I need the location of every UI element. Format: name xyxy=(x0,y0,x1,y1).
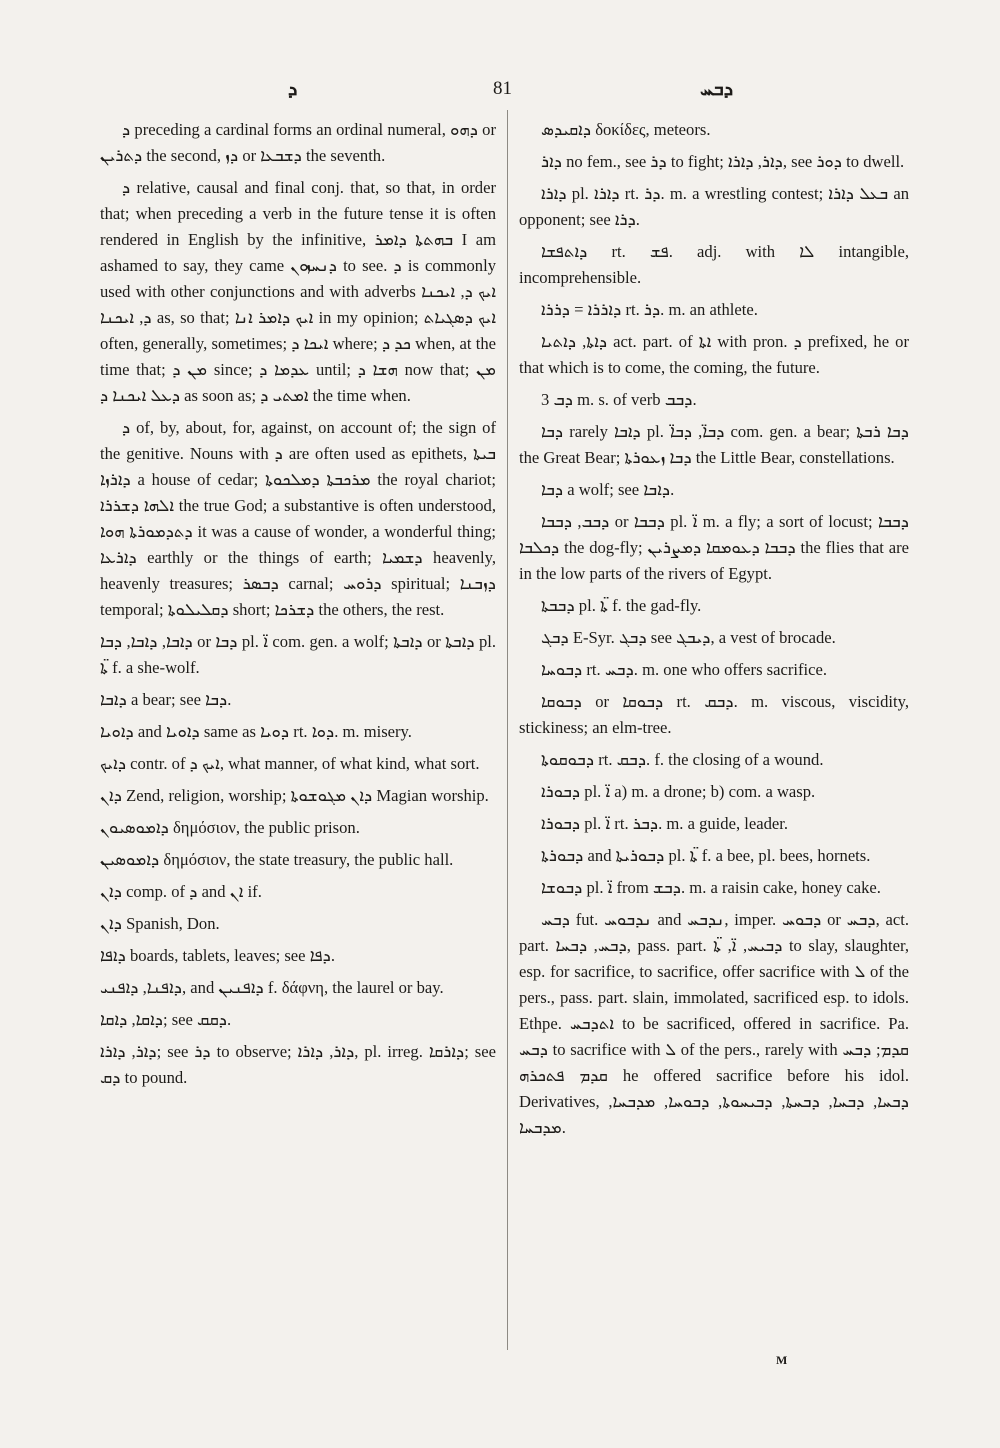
column-divider xyxy=(507,110,508,1350)
entry: ܕܐܢ Spanish, Don. xyxy=(100,914,220,933)
entry: ܕܐܢ comp. of ܕ and ܐܢ if. xyxy=(100,882,262,901)
header-left-letter: ܕ xyxy=(288,78,298,100)
entry: ܕܐܦܢܐ, ܕܐܦܢܝ, and ܕܐܦܢܝܢ f. δάφνη, the laurel or bay. xyxy=(100,978,444,997)
signature-mark: M xyxy=(776,1353,788,1367)
entry: ܕܒ 3 m. s. of verb ܕܒܒ. xyxy=(541,390,697,409)
entry: ܕܒܐ rarely ܕܐܒܐ pl. ܕܒܐ̈, ܕܒܐ̈ com. gen. a bear; ܕܒܐ ܪܒܬܐ the Great Bear; ܕܒܐ ܙܥܘܪܬܐ the Little Bear, constellations. xyxy=(519,422,909,467)
entry: ܕܐܩܐ, ܕܐܩܐ; see ܕܩܩ. xyxy=(100,1010,232,1029)
entry: ܕܒܚ fut. ܢܕܒܘܚ and ܢܕܒܚ, imper. ܕܒܘܚ or ܕܒܚ, act. part. ܕܒܚ, ܕܒܚܐ, pass. part. ܕܒܝܚ, ܐ̈, ܬ̈ܐ to slay, slaughter, esp. for sacrifice, to sacrifice, offer sacrifice with ܠ of the pers., pass. part. slain, immolated, sacrificed esp. to idols. Ethpe. ܐܬܕܒܚ to be sacrificed, offered in sacrifice. Pa. ܕܒܚ to sacrifice with ܠ of the pers., rarely with ܩܕܡ; ܕܒܚ ܩܕܡ ܦܬܟܪܗ he offered sacrifice before his idol. Derivatives, ܕܒܚܐ, ܕܒܚܐ, ܕܒܚܬܐ, ܕܒܝܚܘܬܐ, ܕܒܘܚܐ, ܡܕܒܚܐ, ܡܕܒܚܐ. xyxy=(519,910,909,1137)
entry: ܕܐܝܟ contr. of ܐܝܟ ܕ, what manner, of what kind, what sort. xyxy=(100,754,480,773)
entry: ܕܐܬܦܫܐ rt. ܦܫ. adj. with ܠܐ intangible, incomprehensible. xyxy=(519,242,910,287)
entry: ܕܐܒܐ a bear; see ܕܒܐ. xyxy=(100,690,232,709)
entry: ܕܐܢ Zend, religion, worship; ܕܐܢ ܡܓܘܫܘܬܐ Magian worship. xyxy=(100,786,489,805)
entry: ܕܐܡܘܣܝܘܢ δημόσιον, the public prison. xyxy=(100,818,360,837)
left-column xyxy=(100,117,496,1097)
entry: ܕܐܪ, ܕܐܪܐ; see ܕܪ to observe; ܕܐܪ, ܕܐܪܐ, pl. irreg. ܕܐܪܩܐ; see ܕܩ to pound. xyxy=(100,1042,496,1087)
page-number: 81 xyxy=(493,78,512,99)
entry: ܕܒܐ a wolf; see ܕܐܒܐ. xyxy=(541,480,675,499)
entry: ܕܐܩܝܕܣ δοκίδες, meteors. xyxy=(541,120,711,139)
right-column xyxy=(519,117,909,1147)
entry: ܕܒܘܩܐ or ܕܒܘܩܐ rt. ܕܒܩ. m. viscous, viscidity, stickiness; an elm-tree. xyxy=(519,692,909,737)
entry: ܕܐܘܝܐ and ܕܐܘܝܐ same as ܕܘܝܐ rt. ܕܘܐ. m. misery. xyxy=(100,722,412,741)
entry: ܕ of, by, about, for, against, on account of; the sign of the genitive. Nouns with ܕ are often used as epithets, ܒܝܬܐ ܕܐܪܙܐ a house of cedar; ܡܪܟܒܬܐ ܕܡܠܟܘܬܐ the royal chariot; ܐܠܗܐ ܕܫܪܪܐ the true God; a substantive is often understood, ܕܬܕܡܘܪܬܐ ܗܘܐ it was a cause of wonder, a wonderful thing; ܕܐܪܥܐ earthly or the things of earth; ܕܫܡܝܐ heavenly, heavenly treasures; ܕܒܣܪ carnal; ܕܪܘܚ spiritual; ܕܙܒܢܐ temporal; ܕܩܠܝܠܘܬܐ short; ܕܫܪܟܐ the others, the rest. xyxy=(100,418,497,619)
entry: ܕܒܘܪܐ pl. ܐ̈ rt. ܕܒܪ. m. a guide, leader. xyxy=(541,814,789,833)
entry: ܕܐܒܐ, ܕܐܒܐ, ܕܒܐ or ܕܒܐ pl. ܐ̈ com. gen. a wolf; ܕܐܒܬܐ or ܕܐܒܬܐ pl. ܬ̈ܐ f. a she-wolf. xyxy=(100,632,497,677)
entry: ܕܒܒܬܐ pl. ܬ̈ܐ f. the gad-fly. xyxy=(541,596,702,615)
entry: ܕ relative, causal and final conj. that, so that, in order that; when preceding a verb in the future tense it is often rendered in English by the infinitive, ܒܗܬܬܐ ܕܐܡܪ I am ashamed to say, they came ܕܢܚܙܘܢ to see. ܕ is commonly used with other conjunctions and with adverbs ܐܝܟ ܕ, ܐܝܟܢܐ ܕ, ܐܝܟܢܐ as, so that; ܐܝܟ ܕܐܡܪ ܐܢܐ in my opinion; ܐܝܟ ܕܣܓܝܐܬ often, generally, sometimes; ܐܝܟܐ ܕ where; ܟܕ ܕ when, at the time that; ܡܢ ܕ since; ܥܕܡܐ ܕ until; ܗܫܐ ܕ now that; ܡܢ ܕܥܠ ܐܝܟܢܐ ܕ as soon as; ܐܡܬܝ ܕ the time when. xyxy=(100,178,496,405)
entry: ܕܒܘܚܐ rt. ܕܒܚ. m. one who offers sacrifice. xyxy=(541,660,828,679)
entry: ܕܐܪܐ pl. ܕܐܪܐ rt. ܕܪ. m. a wrestling contest; ܒܥܠ ܕܐܪܐ an opponent; see ܕܪܐ. xyxy=(519,184,909,229)
header-right-word: ܕܒܚ xyxy=(700,78,734,100)
entry: ܕܐܪ no fem., see ܕܪ to fight; ܕܐܪ, ܕܐܪܐ, see ܕܘܪ to dwell. xyxy=(541,152,905,171)
entry: ܕܒܘܪܐ pl. ܐ̈ a) m. a drone; b) com. a wasp. xyxy=(541,782,816,801)
entry: ܕܒܒ, ܕܒܒܐ or ܕܒܒܐ pl. ܐ̈ m. a fly; a sort of locust; ܕܒܒܐ ܕܟܠܒܐ the dog-fly; ܕܒܒܐ ܕܥܘܡܩܐ ܕܡܨܪܝܢ the flies that are in the low parts of the rivers of Egypt. xyxy=(519,512,910,583)
entry: ܕܐܦܐ boards, tablets, leaves; see ܕܦܐ. xyxy=(100,946,336,965)
entry: ܕܒܓ E-Syr. ܕܒܓ see ܕܝܒܓ, a vest of brocade. xyxy=(541,628,836,647)
entry: ܕܐܬܐ, ܕܐܬܝܐ act. part. of ܐܬܐ with pron. ܕ prefixed, he or that which is to come, the coming, the future. xyxy=(519,332,909,377)
entry: ܕܒܘܫܐ pl. ܐ̈ from ܕܒܫ. m. a raisin cake, honey cake. xyxy=(541,878,881,897)
entry: ܕܒܘܪܬܐ and ܕܒܘܪܝܬܐ pl. ܬ̈ܐ f. a bee, pl. bees, hornets. xyxy=(541,846,871,865)
entry: ܕܐܪܪܐ = ܕܪܪܐ rt. ܕܪ. m. an athlete. xyxy=(541,300,758,319)
entry: ܕ preceding a cardinal forms an ordinal numeral, ܕܗܘ or ܕܬܪܝܢ the second, ܕܙ or ܕܫܒܥܐ the seventh. xyxy=(100,120,496,165)
entry: ܕܐܡܘܣܝܢ δημόσιον, the state treasury, the public hall. xyxy=(100,850,454,869)
entry: ܕܒܘܩܘܬܐ rt. ܕܒܩ. f. the closing of a wound. xyxy=(541,750,824,769)
